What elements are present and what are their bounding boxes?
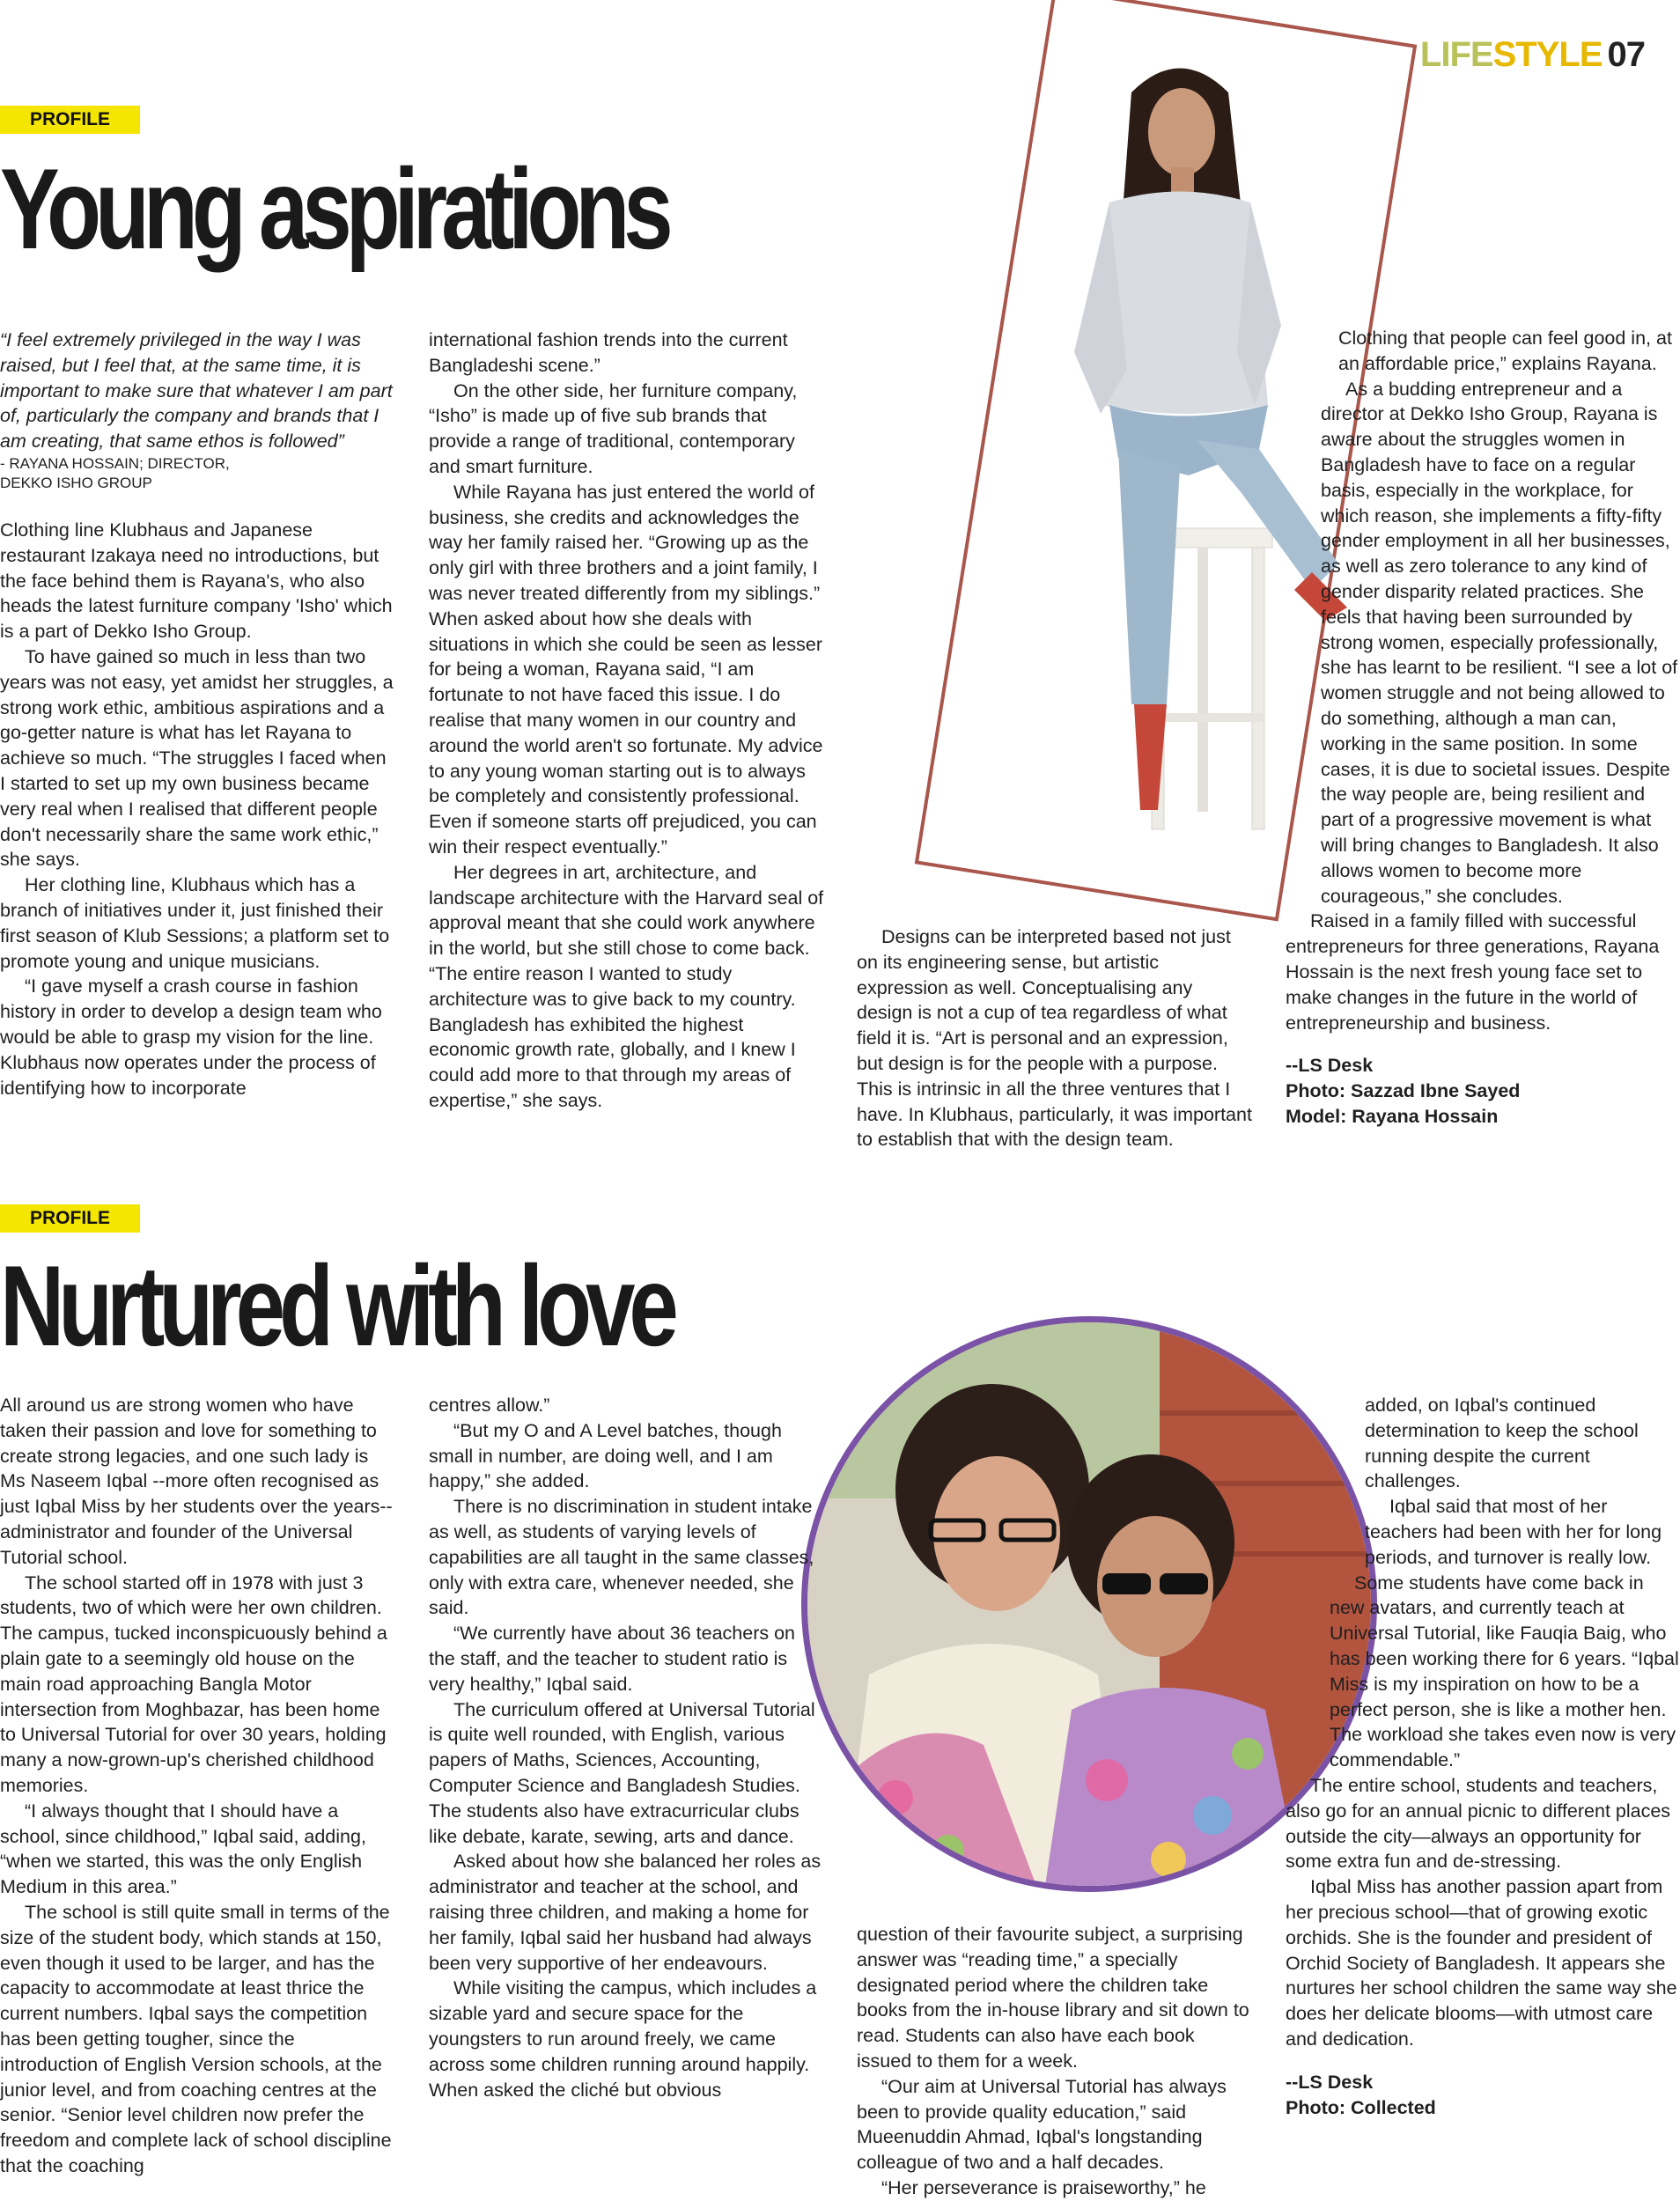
paragraph: “Our aim at Universal Tutorial has always been to provide quality education,” said Mueenuddin Ahmad, Iqbal's longstanding colleague of two and a half decades.	[857, 2075, 1227, 2174]
paragraph: centres allow.”	[429, 1395, 550, 1416]
paragraph: All around us are strong women who have taken their passion and love for something to create strong legacies, and one such lady is Ms Naseem Iqbal --more often recognised as just Iqbal Miss by her students over the years-- administrator and founder of the Universal Tutorial school.	[0, 1395, 393, 1568]
paragraph: On the other side, her furniture company, “Isho” is made up of five sub brands that provide a range of traditional, contemporary and smart furniture.	[429, 379, 798, 477]
article1-column-3	[857, 924, 1253, 1152]
paragraph: added, on Iqbal's continued determination to keep the school running despite the current challenges.	[1365, 1395, 1639, 1492]
quote-source: - RAYANA HOSSAIN; DIRECTOR,	[0, 454, 230, 472]
paragraph: The curriculum offered at Universal Tutorial is quite well rounded, with English, various papers of Maths, Sciences, Accounting, Computer Science and Bangladesh Studies. The students also have extracurricular clubs like debate, karate, sewing, arts and dance.	[429, 1698, 815, 1847]
article2-column-2	[429, 1393, 825, 2102]
paragraph: “But my O and A Level batches, though small in number, are doing well, and I am happy,” she added.	[429, 1419, 782, 1492]
article1-column-1	[0, 328, 396, 1100]
credit-line: Photo: Sazzad Ibne Sayed	[1286, 1080, 1521, 1102]
paragraph: While visiting the campus, which includes a sizable yard and secure space for the youngsters to run around freely, we came across some children running around happily. When asked the cliché but obvious	[429, 1977, 817, 2101]
pull-quote: “I feel extremely privileged in the way I was raised, but I feel that, at the same time, it is important to make sure that whatever I am part of, particularly the company and brands that I am creating, that same ethos is followed”	[0, 329, 393, 453]
paragraph: Her degrees in art, architecture, and landscape architecture with the Harvard seal of approval meant that she could work anywhere in the world, but she still chose to come back. “The entire reason I wanted to study architecture was to give back to my country. Bangladesh has exhibited the highest economic growth rate, globally, and I knew I could add more to that through my areas of expertise,” she says.	[429, 861, 824, 1111]
profile-tag: PROFILE	[0, 106, 140, 134]
credit-line: Model: Rayana Hossain	[1286, 1105, 1499, 1127]
section-name-style: STYLE	[1492, 35, 1603, 74]
headline: Nurtured with love	[0, 1241, 673, 1370]
paragraph: Clothing line Klubhaus and Japanese restaurant Izakaya need no introductions, but the face behind them is Rayana's, who also heads the latest furniture company 'Isho' which is a part of Dekko Isho Group.	[0, 519, 393, 643]
credit-line: Photo: Collected	[1286, 2096, 1436, 2118]
paragraph: There is no discrimination in student intake as well, as students of varying levels of capabilities are all taught in the same classes, only with extra care, whenever needed, she said.	[429, 1496, 814, 1619]
page-number: 07	[1607, 35, 1645, 74]
article2-column-3	[857, 1922, 1253, 2201]
section-name-life: LIFE	[1419, 35, 1493, 74]
headline: Young aspirations	[0, 144, 667, 273]
article1-column-4	[1286, 326, 1680, 1130]
paragraph: The school is still quite small in terms of the size of the student body, which stands at 150, even though it used to be larger, and has the capacity to accommodate at least thrice the current numbers. Iqbal says the competition has been getting tougher, since the introduction of English Version schools, at the junior level, and from coaching centres at the senior. “Senior level children now prefer the freedom and complete lack of school discipline that the coaching	[0, 1901, 392, 2176]
paragraph: The entire school, students and teachers, also go for an annual picnic to different places outside the city—always an opportunity for some extra fun and de-stressing.	[1286, 1774, 1671, 1873]
credit-line: --LS Desk	[1286, 1055, 1374, 1077]
paragraph: Some students have come back in new avatars, and currently teach at Universal Tutorial, like Fauqia Baig, who has been working there for 6 years. “Iqbal Miss is my inspiration on how to be a perfect person, she is like a mother hen. The workload she takes even now is very commendable.”	[1330, 1572, 1679, 1771]
paragraph: “Her perseverance is praiseworthy,” he	[881, 2176, 1206, 2198]
profile-tag: PROFILE	[0, 1204, 140, 1233]
paragraph: Asked about how she balanced her roles as administrator and teacher at the school, and raising three children, and making a home for her family, Iqbal said her husband had always been very supportive of her endeavours.	[429, 1851, 822, 1974]
article2-column-1	[0, 1393, 396, 2179]
credits	[1286, 1053, 1680, 1129]
paragraph: While Rayana has just entered the world of business, she credits and acknowledges the way her family raised her. “Growing up as the only girl with three brothers and a joint family, I was never treated differently from my siblings.” When asked about how she deals with situations in which she could be seen as lesser for being a woman, Rayana said, “I am fortunate to not have faced this issue. I do realise that many women in our country and around the world aren't so fortunate. My advice to any young woman starting out is to always be completely and consistently professional. Even if someone starts off prejudiced, you can win their respect eventually.”	[429, 481, 823, 858]
paragraph: Designs can be interpreted based not just on its engineering sense, but artistic expression as well. Conceptualising any design is not a cup of tea regardless of what field it is. “Art is personal and an expression, but design is for the people with a purpose. This is intrinsic in all the three ventures that I have. In Klubhaus, particularly, it was important to establish that with the design team.	[857, 926, 1252, 1151]
paragraph: international fashion trends into the current Bangladeshi scene.”	[429, 329, 788, 376]
credits	[1286, 2070, 1680, 2121]
paragraph: As a budding entrepreneur and a director at Dekko Isho Group, Rayana is aware about the struggles women in Bangladesh have to face on a regular basis, especially in the workplace, for which reason, she implements a fifty-fifty gender employment in all her businesses, as well as zero tolerance to any kind of gender disparity related practices. She feels that having been surrounded by strong women, especially professionally, she has learnt to be resilient. “I see a lot of women struggle and not being allowed to do something, although a man can, working in the same position. In some cases, it is due to societal issues. Despite the way people are, being resilient and part of a progressive movement is what will bring changes to Bangladesh. It also allows women to become more courageous,” she concludes.	[1321, 378, 1678, 907]
article1-column-2	[429, 328, 825, 1114]
paragraph: The school started off in 1978 with just 3 students, two of which were her own children. The campus, tucked inconspicuously behind a plain gate to a seemingly old house on the main road approaching Bangla Motor intersection from Moghbazar, has been home to Universal Tutorial for over 30 years, holding many a now-grown-up's cherished childhood memories.	[0, 1572, 387, 1796]
paragraph: “We currently have about 36 teachers on the staff, and the teacher to student ratio is very healthy,” Iqbal said.	[429, 1623, 796, 1695]
paragraph: “I always thought that I should have a school, since childhood,” Iqbal said, adding, “when we started, this was the only English Medium in this area.”	[0, 1800, 366, 1898]
credit-line: --LS Desk	[1286, 2071, 1374, 2093]
paragraph: Iqbal said that most of her teachers had been with her for long periods, and turnover is really low.	[1365, 1496, 1662, 1568]
paragraph: question of their favourite subject, a surprising answer was “reading time,” a specially designated period where the children take books from the in-house library and sit down to read. Students can also have each book issued to them for a week.	[857, 1924, 1249, 2072]
quote-source: DEKKO ISHO GROUP	[0, 474, 152, 491]
paragraph: Iqbal Miss has another passion apart from her precious school—that of growing exotic orchids. She is the founder and president of Orchid Society of Bangladesh. It appears she nurtures her school children the same way she does her delicate blooms—with utmost care and dedication.	[1286, 1876, 1677, 2050]
paragraph: Raised in a family filled with successful entrepreneurs for three generations, Rayana Hossain is the next fresh young face set to make changes in the future in the world of entrepreneurship and business.	[1286, 910, 1660, 1034]
article2-column-4	[1286, 1393, 1680, 2120]
paragraph: Clothing that people can feel good in, at an affordable price,” explains Rayana.	[1338, 328, 1672, 374]
section-header	[1420, 35, 1645, 75]
paragraph: “I gave myself a crash course in fashion history in order to develop a design team who would be able to grasp my vision for the line. Klubhaus now operates under the process of identifying how to incorporate	[0, 975, 382, 1099]
paragraph: Her clothing line, Klubhaus which has a branch of initiatives under it, just finished their first season of Klub Sessions; a platform set to promote young and unique musicians.	[0, 874, 390, 972]
paragraph: To have gained so much in less than two years was not easy, yet amidst her struggles, a strong work ethic, ambitious aspirations and a go-getter nature is what has let Rayana to achieve so much. “The struggles I faced when I started to set up my own business became very real when I realised that different people don't necessarily share the same work ethic,” she says.	[0, 645, 394, 871]
